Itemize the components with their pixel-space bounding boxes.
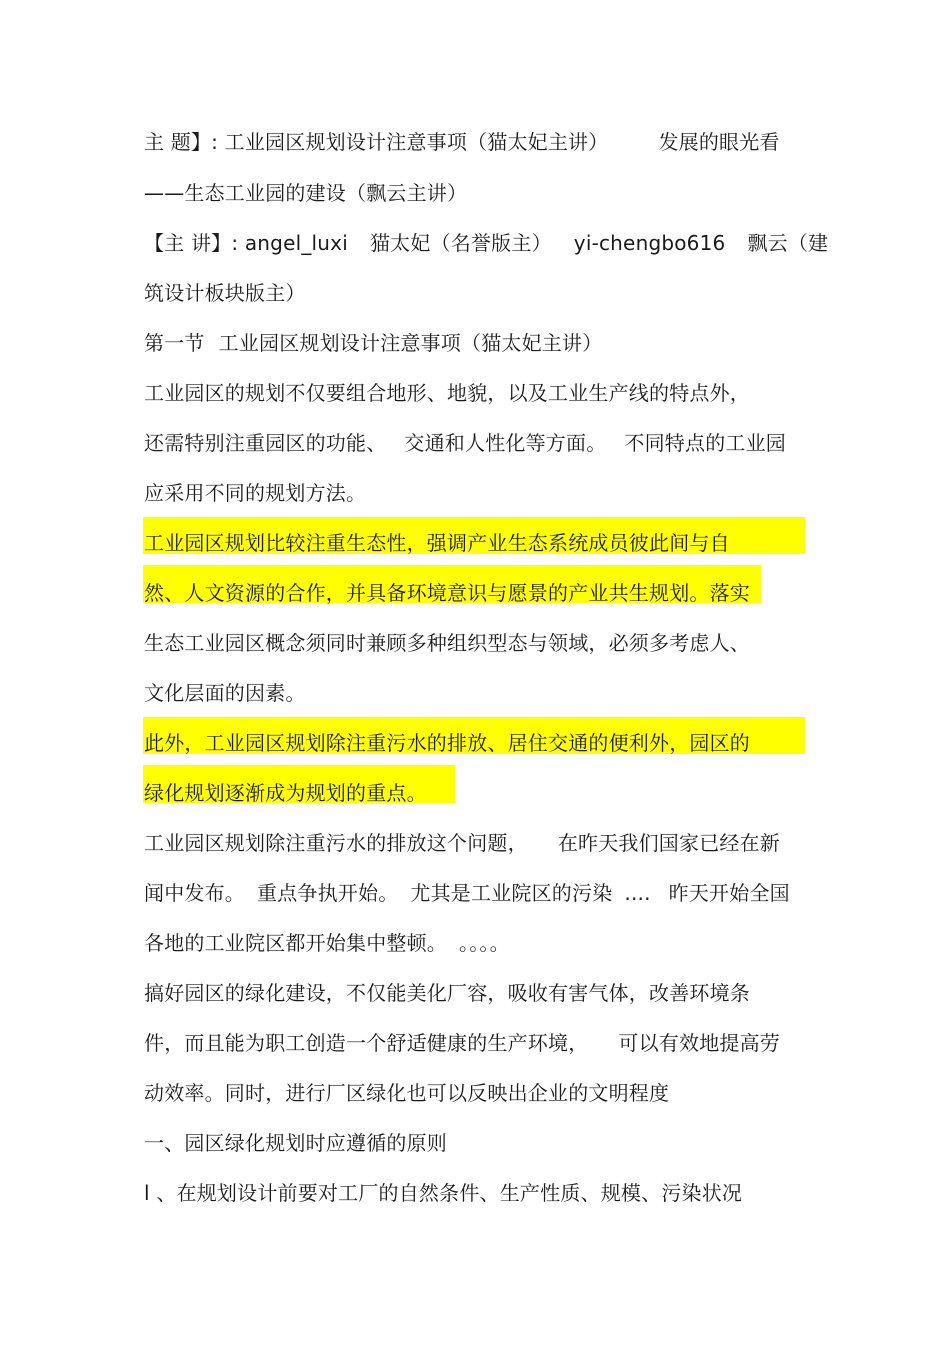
paragraph-4-line-2b: 重点争执开始。	[257, 881, 399, 905]
paragraph-2-line-4: 文化层面的因素。	[144, 681, 306, 705]
text-line-3	[144, 230, 828, 256]
speakers-label: 【主 讲】: angel_luxi	[144, 231, 348, 255]
text-line-17	[144, 930, 510, 956]
section-title: 工业园区规划设计注意事项（猫太妃主讲）	[218, 331, 603, 355]
topic-subtitle: 发展的眼光看	[658, 130, 780, 154]
paragraph-3-line-2: 绿化规划逐渐成为规划的重点。	[144, 781, 427, 805]
text-line-22	[144, 1180, 742, 1206]
paragraph-1-line-2c: 不同特点的工业园	[624, 431, 787, 455]
list-item-1: l 、在规划设计前要对工厂的自然条件、生产性质、规模、污染状况	[144, 1181, 743, 1205]
paragraph-1-line-3: 应采用不同的规划方法。	[144, 481, 367, 505]
paragraph-5-line-1: 搞好园区的绿化建设，不仅能美化厂容，吸收有害气体，改善环境条	[144, 981, 750, 1005]
text-line-12	[144, 680, 306, 706]
speaker-3: yi-chengbo616	[573, 231, 726, 255]
paragraph-5-line-2a: 件，而且能为职工创造一个舒适健康的生产环境，	[144, 1031, 589, 1055]
text-line-11	[144, 630, 750, 656]
speaker-2: 猫太妃（名誉版主）	[369, 231, 552, 255]
text-line-13	[144, 730, 750, 756]
paragraph-2-line-1: 工业园区规划比较注重生态性，强调产业生态系统成员彼此间与自	[144, 531, 730, 555]
text-line-19	[144, 1030, 780, 1056]
paragraph-4-line-3b: 。。。。	[459, 931, 510, 955]
speaker-4-cont: 筑设计板块版主）	[144, 281, 306, 305]
paragraph-4-line-2a: 闻中发布。	[144, 881, 245, 905]
paragraph-2-line-3: 生态工业园区概念须同时兼顾多种组织型态与领域，必须多考虑人、	[144, 631, 750, 655]
paragraph-1-line-1: 工业园区的规划不仅要组合地形、地貌，以及工业生产线的特点外，	[144, 381, 750, 405]
topic-subtitle-cont: ——生态工业园的建设（飘云主讲）	[144, 181, 468, 205]
paragraph-4-line-2e: 昨天开始全国	[668, 881, 790, 905]
text-line-20	[144, 1080, 669, 1106]
subsection-heading: 一、园区绿化规划时应遵循的原则	[144, 1131, 447, 1155]
speaker-4: 飘云（建	[747, 231, 829, 255]
text-line-14	[144, 780, 427, 806]
paragraph-4-line-2c: 尤其是工业院区的污染	[410, 881, 613, 905]
paragraph-4-line-1b: 在昨天我们国家已经在新	[557, 831, 781, 855]
paragraph-5-line-3: 动效率。同时，进行厂区绿化也可以反映出企业的文明程度	[144, 1081, 670, 1105]
text-line-5	[144, 330, 602, 356]
text-line-9	[144, 530, 730, 556]
section-number: 第一节	[144, 331, 205, 355]
paragraph-4-line-2d: ....	[624, 881, 651, 905]
paragraph-3-line-1: 此外，工业园区规划除注重污水的排放、居住交通的便利外，园区的	[144, 731, 750, 755]
topic-title: 主 题】: 工业园区规划设计注意事项（猫太妃主讲）	[144, 130, 609, 154]
text-line-16	[144, 880, 790, 906]
text-line-7	[144, 430, 786, 456]
text-line-4	[144, 280, 306, 306]
text-line-15	[144, 830, 780, 856]
text-line-8	[144, 480, 366, 506]
paragraph-4-line-3a: 各地的工业院区都开始集中整顿。	[144, 931, 447, 955]
paragraph-1-line-2a: 还需特别注重园区的功能、	[144, 431, 387, 455]
text-line-1	[144, 129, 780, 155]
paragraph-5-line-2b: 可以有效地提高劳	[618, 1031, 781, 1055]
text-line-6	[144, 380, 750, 406]
paragraph-2-line-2: 然、人文资源的合作，并具备环境意识与愿景的产业共生规划。落实	[144, 581, 750, 605]
text-line-21	[144, 1130, 447, 1156]
text-line-10	[144, 580, 750, 606]
text-line-2	[144, 180, 467, 206]
paragraph-1-line-2b: 交通和人性化等方面。	[404, 431, 607, 455]
text-line-18	[144, 980, 750, 1006]
paragraph-4-line-1a: 工业园区规划除注重污水的排放这个问题，	[144, 831, 528, 855]
